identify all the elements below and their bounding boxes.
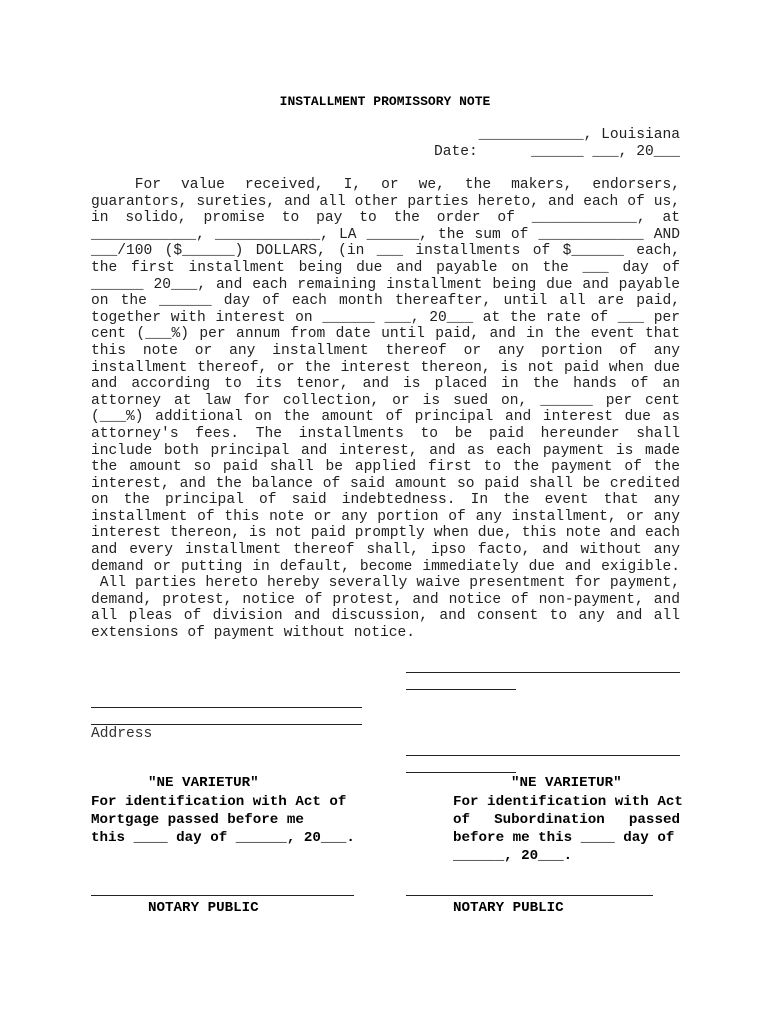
right-text-line: ______, 20___. bbox=[453, 848, 573, 864]
notary-signature-line-right bbox=[406, 895, 653, 896]
body-line: cent (___%) per annum from date until paid, and in the event that bbox=[91, 326, 680, 343]
body-line: on the principal of said indebtedness. In the event that any bbox=[91, 492, 680, 509]
note-body bbox=[91, 177, 680, 642]
body-line: extensions of payment without notice. bbox=[91, 625, 416, 642]
right-text-line bbox=[453, 811, 680, 829]
body-line: all pleas of division and discussion, and consent to any and all bbox=[91, 608, 680, 625]
body-line: (___%) additional on the amount of principal and interest due as bbox=[91, 409, 680, 426]
right-text-line: before me this ____ day of bbox=[453, 830, 675, 846]
body-line: the first installment being due and payable on the ___ day of bbox=[91, 259, 680, 276]
body-line: interest, and the balance of said amount so paid shall be credited bbox=[91, 475, 680, 492]
body-line: demand, protest, notice of protest, and notice of non-payment, and bbox=[91, 591, 680, 608]
body-line: together with interest on ______ ___, 20___ at the rate of ___ per bbox=[91, 309, 680, 326]
body-line: ______ 20___, and each remaining installment being due and payable bbox=[91, 276, 680, 293]
word: of bbox=[453, 812, 471, 828]
address-line bbox=[91, 707, 362, 708]
address-label: Address bbox=[91, 726, 153, 742]
left-text-line: Mortgage passed before me bbox=[91, 812, 304, 828]
body-line: demand or putting in default, become immediately due and exigible. bbox=[91, 558, 680, 575]
body-line: the amount so paid shall be applied first to the payment of the bbox=[91, 459, 680, 476]
date-value: ______ ___, 20___ bbox=[531, 144, 680, 160]
body-line: include both principal and interest, and as each payment is made bbox=[91, 442, 680, 459]
body-line: attorney's fees. The installments to be paid hereunder shall bbox=[91, 425, 680, 442]
body-line: and every installment thereof shall, ipso facto, and without any bbox=[91, 542, 680, 559]
body-line: and according to its tenor, and is placed in the hands of an bbox=[91, 376, 680, 393]
document-title: INSTALLMENT PROMISSORY NOTE bbox=[279, 94, 491, 109]
signature-line-short bbox=[406, 772, 516, 773]
signature-line-short bbox=[406, 689, 516, 690]
location-line: ____________, Louisiana bbox=[478, 127, 680, 143]
signature-line bbox=[406, 755, 680, 756]
body-line: in solido, promise to pay to the order of ____________, at bbox=[91, 210, 680, 227]
body-line: on the ______ day of each month thereafter, until all are paid, bbox=[91, 293, 680, 310]
word: Subordination bbox=[494, 812, 605, 828]
body-line: guarantors, sureties, and all other parties hereto, and each of us, bbox=[91, 193, 680, 210]
body-line: For value received, I, or we, the makers, endorsers, bbox=[134, 177, 680, 193]
body-line: ___/100 ($______) DOLLARS, (in ___ installments of $______ each, bbox=[91, 243, 680, 260]
address-line bbox=[91, 724, 362, 725]
right-text-line: For identification with Act bbox=[453, 794, 683, 810]
right-ne-varietur: "NE VARIETUR" bbox=[511, 775, 622, 791]
body-line: attorney at law for collection, or is sued on, ______ per cent bbox=[91, 392, 680, 409]
body-line: installment thereof, or the interest thereon, is not paid when due bbox=[91, 359, 680, 376]
left-text-line: For identification with Act of bbox=[91, 794, 347, 810]
notary-signature-line-left bbox=[91, 895, 354, 896]
body-line: interest thereon, is not paid promptly when due, this note and each bbox=[91, 525, 680, 542]
date-label: Date: bbox=[434, 144, 478, 160]
word: passed bbox=[628, 812, 680, 828]
body-line: this note or any installment thereof or any portion of any bbox=[91, 342, 680, 359]
body-line: All parties hereto hereby severally waive presentment for payment, bbox=[99, 575, 680, 592]
body-line: ____________, ____________, LA ______, the sum of ____________ AND bbox=[91, 226, 680, 243]
body-line: installment of this note or any portion of any installment, or any bbox=[91, 508, 680, 525]
left-text-line: this ____ day of ______, 20___. bbox=[91, 830, 355, 846]
left-notary-label: NOTARY PUBLIC bbox=[148, 900, 259, 916]
right-notary-label: NOTARY PUBLIC bbox=[453, 900, 564, 916]
left-ne-varietur: "NE VARIETUR" bbox=[148, 775, 259, 791]
signature-line bbox=[406, 672, 680, 673]
